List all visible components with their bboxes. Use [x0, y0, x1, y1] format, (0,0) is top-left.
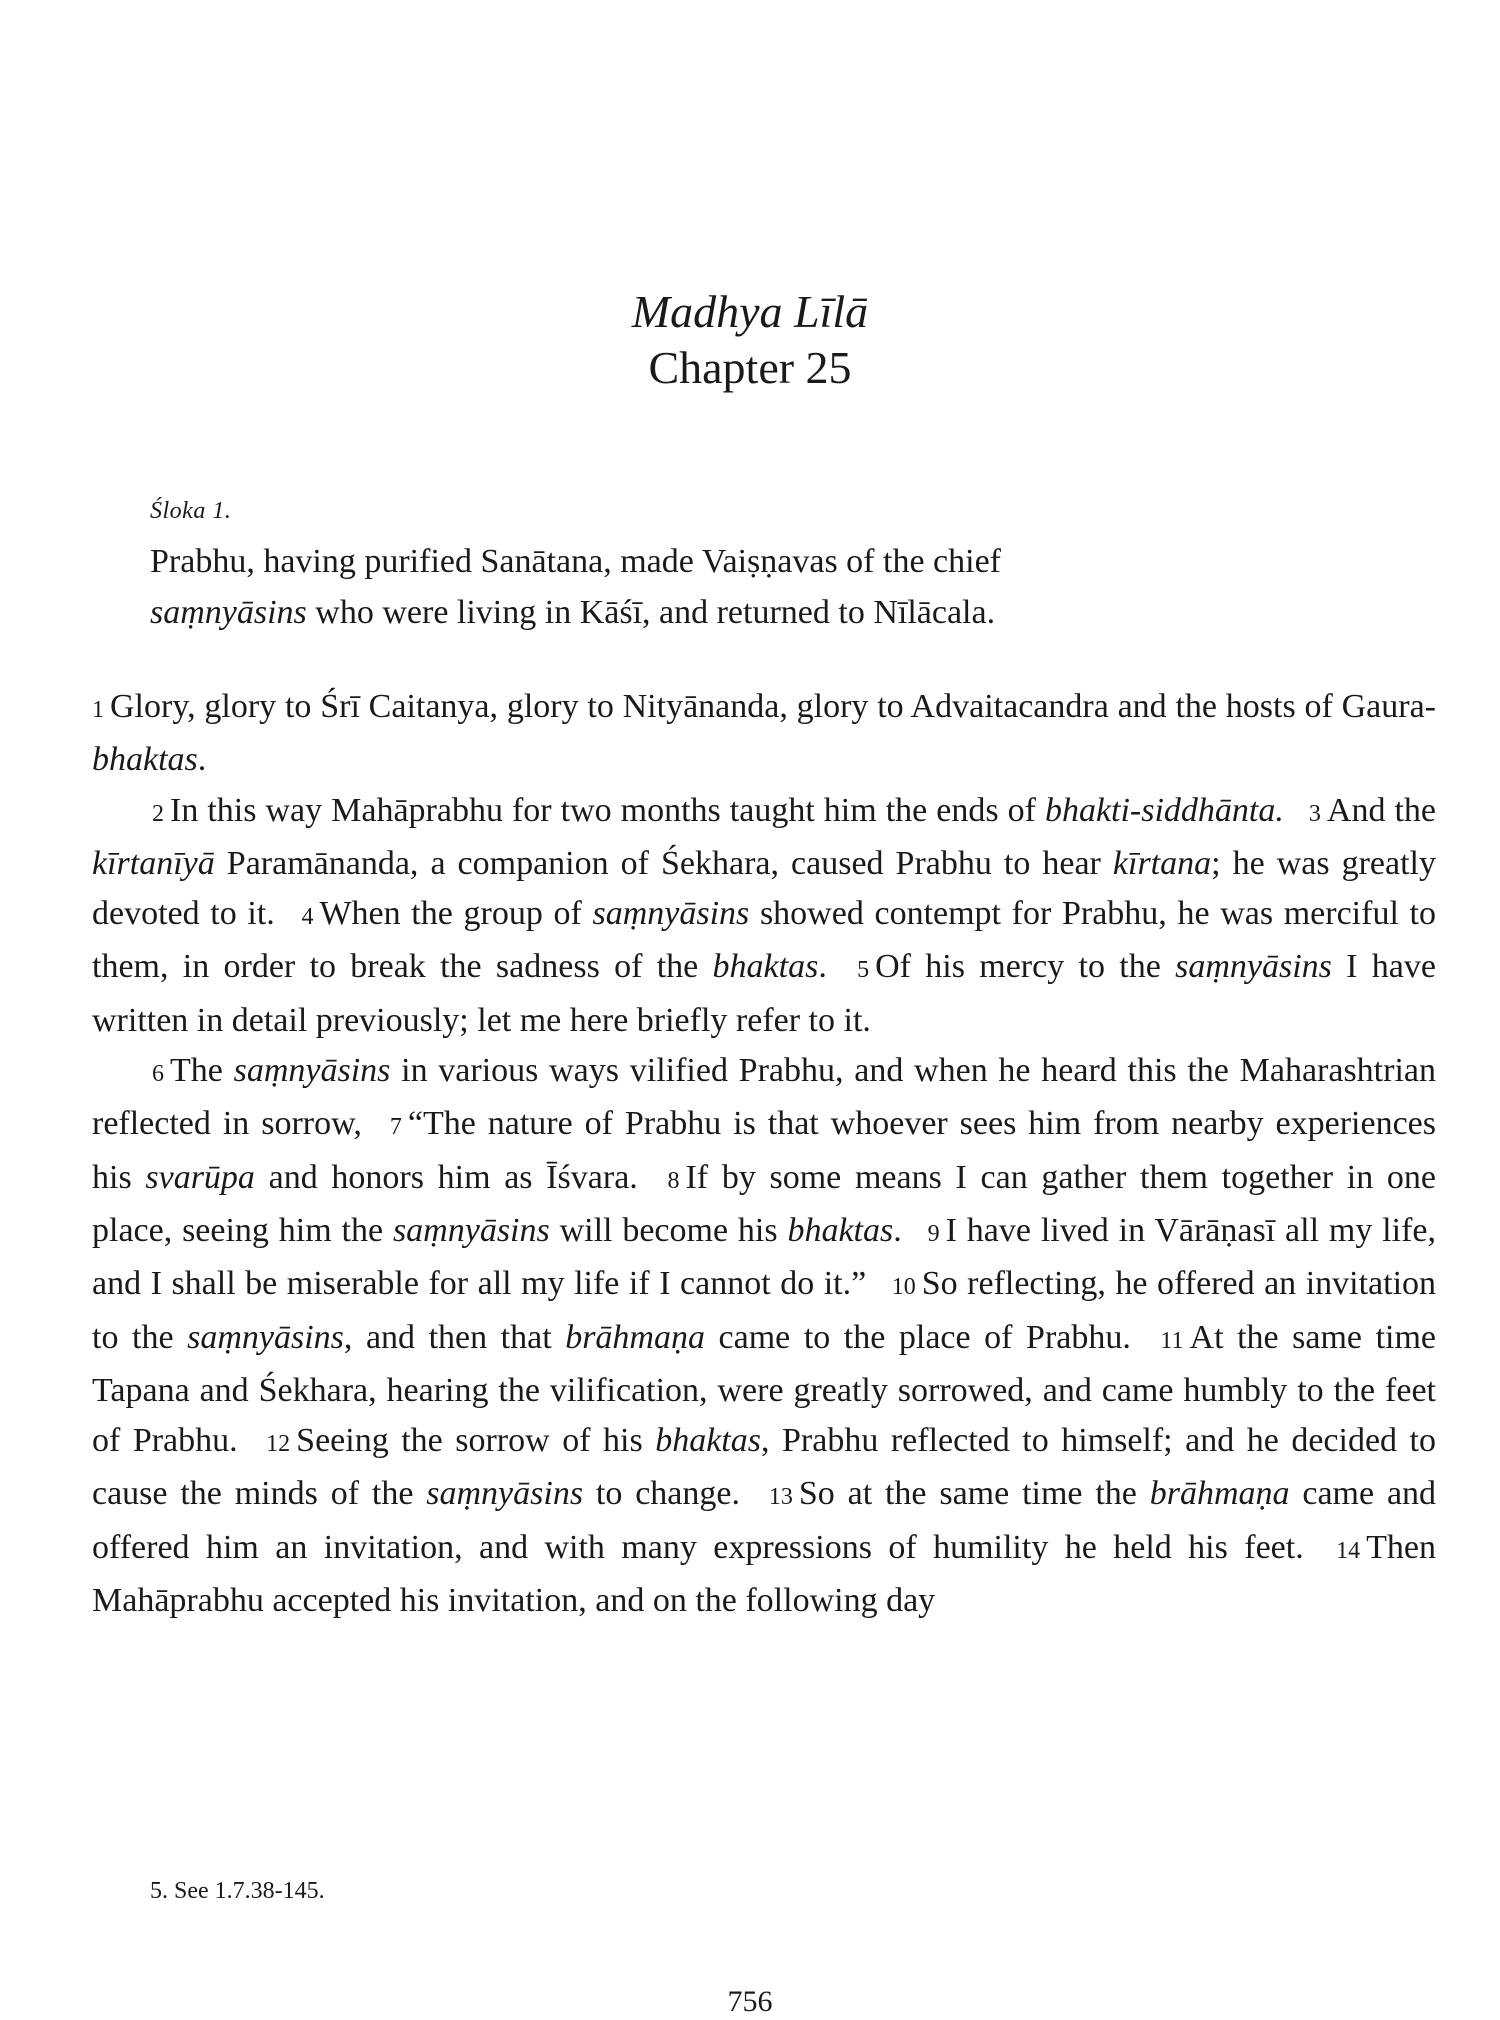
- verse-number: 11: [1160, 1327, 1184, 1354]
- verse-text: and honors him as Īśvara.: [254, 1158, 638, 1196]
- verse-term: bhaktas: [655, 1422, 761, 1460]
- paragraph-1: [92, 682, 1436, 786]
- verse-text: .: [893, 1211, 902, 1249]
- verse-number: 9: [927, 1220, 940, 1247]
- verse-text: “The nature of Prabhu is that whoever sees him from nearby experiences his: [92, 1105, 1436, 1196]
- verse-text: Then Mahāprabhu accepted his invitation, and on the following day: [92, 1528, 1437, 1620]
- verse-text: , Prabhu reflected to himself; and he decided to cause the minds of the: [92, 1422, 1436, 1513]
- verse-number: 2: [152, 800, 164, 827]
- verse-number: 8: [667, 1167, 680, 1194]
- verse-term: saṃnyāsins: [187, 1318, 344, 1356]
- verse-number: 6: [152, 1061, 164, 1088]
- verse-term: saṃnyāsins: [1175, 948, 1332, 986]
- paragraph-3: [92, 1046, 1436, 1626]
- verse-term: bhaktas: [787, 1211, 894, 1249]
- sloka-label: Śloka 1.: [150, 498, 232, 524]
- chapter-body: [92, 682, 1436, 1626]
- sloka-line-2: who were living in Kāśī, and returned to Nīlācala.: [306, 594, 996, 631]
- verse-text: .: [818, 948, 827, 986]
- verse-text: I have written in detail previously; let me here briefly refer to it.: [92, 948, 1436, 1039]
- verse-text: In this way Mahāprabhu for two months taught him the ends of: [170, 791, 1045, 829]
- sloka-line-1: Prabhu, having purified Sanātana, made Vaiṣṇavas of the chief: [150, 543, 1001, 580]
- verse-term: kīrtanīyā: [92, 844, 215, 882]
- footnote: 5. See 1.7.38-145.: [150, 1878, 325, 1904]
- part-title: Madhya Līlā: [631, 286, 869, 337]
- verse-term: saṃnyāsins: [233, 1052, 391, 1090]
- verse-number: 7: [389, 1114, 402, 1141]
- verse-text: I have lived in Vārāṇasī all my life, and I shall be miserable for all my life if I cannot do it.”: [92, 1211, 1436, 1303]
- verse-text: to change.: [583, 1475, 740, 1513]
- verse-term: kīrtana: [1112, 844, 1212, 882]
- verse-text: So reflecting, he offered an invitation to the: [92, 1265, 1437, 1356]
- verse-text: , and then that: [343, 1318, 566, 1356]
- verse-term: bhaktas: [712, 948, 819, 986]
- verse-term: saṃnyāsins: [392, 1211, 550, 1249]
- verse-text: At the same time Tapana and Śekhara, hearing the vilification, were greatly sorrowed, and came humbly to the feet of Prabhu.: [92, 1318, 1437, 1460]
- verse-text: showed contempt for Prabhu, he was merciful to them, in order to break the sadness of the: [92, 895, 1437, 986]
- verse-number: 1: [92, 697, 104, 723]
- verse-number: 10: [891, 1274, 916, 1301]
- paragraph-2: [92, 786, 1436, 1046]
- verse-text: Of his mercy to the: [875, 948, 1176, 986]
- verse-text: ; he was greatly devoted to it.: [92, 844, 1437, 933]
- verse-term: svarūpa: [145, 1158, 255, 1196]
- sloka-summary: [150, 494, 1250, 638]
- verse-term: bhakti-siddhānta.: [1044, 791, 1284, 829]
- verse-number: 12: [266, 1431, 291, 1458]
- verse-text: came and offered him an invitation, and with many expressions of humility he held his feet.: [92, 1475, 1437, 1566]
- page-number: 756: [727, 1985, 773, 2018]
- chapter-heading: [0, 284, 1500, 396]
- sloka-text: [150, 536, 1250, 638]
- chapter-title: Chapter 25: [648, 342, 852, 393]
- verse-text: When the group of: [319, 895, 593, 933]
- verse-text: came to the place of Prabhu.: [705, 1318, 1131, 1356]
- verse-text: in various ways vilified Prabhu, and when he heard this the Maharashtrian reflected in sorrow,: [92, 1052, 1436, 1143]
- verse-number: 13: [768, 1484, 793, 1511]
- verse-text: Paramānanda, a companion of Śekhara, caused Prabhu to hear: [214, 844, 1113, 882]
- verse-number: 5: [857, 957, 870, 984]
- verse-number: 3: [1308, 800, 1321, 827]
- verse-term: saṃnyāsins: [592, 895, 750, 933]
- verse-term: bhaktas: [92, 741, 198, 779]
- verse-text: .: [197, 741, 207, 779]
- sloka-term: saṃnyāsins: [150, 594, 307, 631]
- verse-text: If by some means I can gather them together in one place, seeing him the: [92, 1158, 1436, 1249]
- verse-text: And the: [1326, 791, 1436, 829]
- verse-text: Seeing the sorrow of his: [296, 1422, 656, 1460]
- verse-text: will become his: [549, 1211, 788, 1249]
- verse-term: brāhmaṇa: [565, 1318, 705, 1356]
- verse-number: 14: [1336, 1537, 1361, 1564]
- verse-text: So at the same time the: [798, 1475, 1150, 1513]
- verse-text: Glory, glory to Śrī Caitanya, glory to Nityānanda, glory to Advaitacandra and the hosts of Gaura-: [110, 688, 1436, 725]
- verse-number: 4: [301, 904, 314, 931]
- verse-term: brāhmaṇa: [1149, 1475, 1290, 1513]
- verse-term: saṃnyāsins: [426, 1475, 584, 1513]
- verse-text: The: [170, 1052, 234, 1090]
